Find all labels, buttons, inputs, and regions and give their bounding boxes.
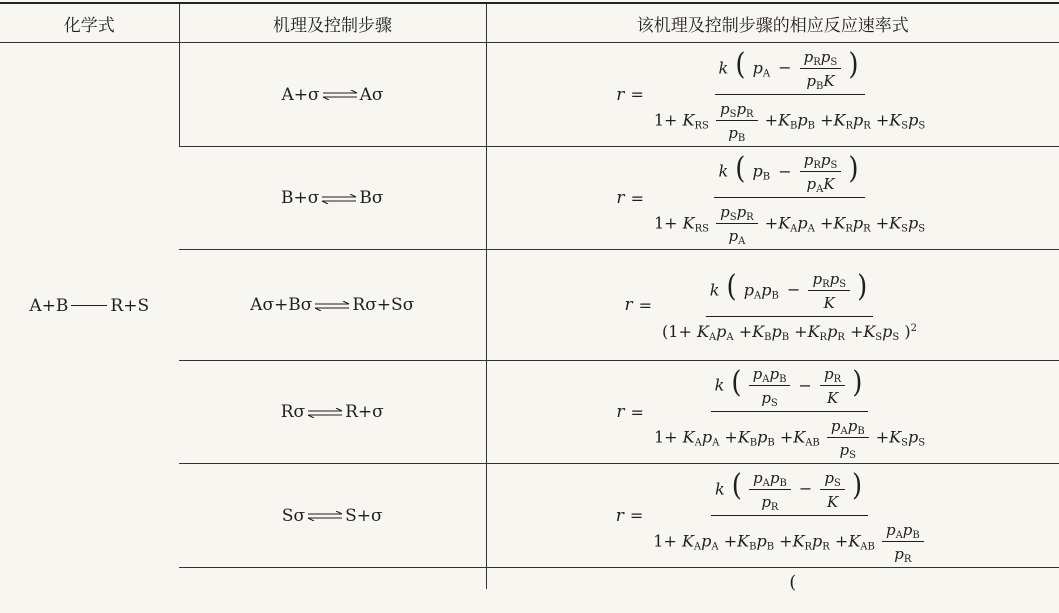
rate-formula: r = k ( $p_A$ − $\frac{p_Rp_S}{p_BK}$ ) $1+ K_{RS}$ $\frac{p_Sp_R}{p_B}$ $+K_Bp_B +K_Rp_R +K_Sp_S$ xyxy=(487,48,1059,142)
rate-formula-cell xyxy=(486,43,1059,147)
header-chemical-formula: 化学式 xyxy=(0,3,179,43)
equilibrium-arrow-icon xyxy=(321,194,357,204)
header-mechanism: 机理及控制步骤 xyxy=(179,3,486,43)
rate-fraction: k ( $\frac{p_Ap_B}{p_S}$ − $\frac{p_R}{K}$ ) $1+ K_Ap_A +K_Bp_B +K_{AB}$ $\frac{p_Ap_B}{p_S}$ $+K_Sp_S$ xyxy=(653,365,926,461)
table-row xyxy=(0,43,1059,147)
rate-formula-cell xyxy=(486,250,1059,361)
rate-formula: r = k ( $p_Ap_B$ − $\frac{p_Rp_S}{K}$ ) ($1+ K_Ap_A +K_Bp_B +K_Rp_R +K_Sp_S$ )$^2$ xyxy=(487,270,1059,341)
mechanism-step: B+σ Bσ xyxy=(281,188,384,208)
header-rate-equation: 该机理及控制步骤的相应反应速率式 xyxy=(486,3,1059,43)
rate-fraction: k ( $p_A$ − $\frac{p_Rp_S}{p_BK}$ ) $1+ K_{RS}$ $\frac{p_Sp_R}{p_B}$ $+K_Bp_B +K_Rp_R +K_Sp_S$ xyxy=(653,47,926,144)
mechanism-cell xyxy=(179,361,486,464)
mechanism-cell xyxy=(179,147,486,250)
mechanism-cell xyxy=(179,464,486,568)
rate-formula: r = k ( $\frac{p_Ap_B}{p_R}$ − $\frac{p_S}{K}$ ) $1+ K_Ap_A +K_Bp_B +K_Rp_R +K_{AB}$ $\frac{p_Ap_B}{p_R}$ xyxy=(487,469,1059,563)
equilibrium-arrow-icon xyxy=(307,511,343,521)
table-header-row xyxy=(0,3,1059,43)
rate-formula-cell xyxy=(486,361,1059,464)
rate-formula-cell xyxy=(486,568,1059,593)
mechanism-cell xyxy=(179,568,486,590)
mechanism-cell xyxy=(179,250,486,361)
rate-formula: r = k ( $p_B$ − $\frac{p_Rp_S}{p_AK}$ ) $1+ K_{RS}$ $\frac{p_Sp_R}{p_A}$ $+K_Ap_A +K_Rp_R +K_Sp_S$ xyxy=(487,151,1059,245)
overall-reaction: A+B R+S xyxy=(29,296,150,316)
mechanism-step: Rσ R+σ xyxy=(280,402,384,422)
rate-fraction: k ( $p_Ap_B$ − $\frac{p_Rp_S}{K}$ ) ($1+ K_Ap_A +K_Bp_B +K_Rp_R +K_Sp_S$ )$^2$ xyxy=(662,269,917,343)
equals-bar xyxy=(71,305,107,306)
rate-formula: r = k ( $\frac{p_Ap_B}{p_S}$ − $\frac{p_R}{K}$ ) $1+ K_Ap_A +K_Bp_B +K_{AB}$ $\frac{p_Ap_B}{p_S}$ $+K_Sp_S$ xyxy=(487,365,1059,459)
rate-fraction: k ( $p_B$ − $\frac{p_Rp_S}{p_AK}$ ) $1+ K_{RS}$ $\frac{p_Sp_R}{p_A}$ $+K_Ap_A +K_Rp_R +K_Sp_S$ xyxy=(653,151,926,247)
mechanism-step: Sσ S+σ xyxy=(281,505,383,526)
mechanism-step: A+σ Aσ xyxy=(281,84,384,105)
partial-formula: ( xyxy=(789,572,797,593)
rate-formula-cell xyxy=(486,464,1059,568)
mechanism-cell xyxy=(179,43,486,147)
equilibrium-arrow-icon xyxy=(314,301,350,311)
rate-formula-cell xyxy=(486,147,1059,250)
equilibrium-arrow-icon xyxy=(322,90,358,100)
mechanism-step: Aσ+Bσ Rσ+Sσ xyxy=(250,295,415,315)
overall-reaction-cell xyxy=(0,43,179,590)
rate-fraction: k ( $\frac{p_Ap_B}{p_R}$ − $\frac{p_S}{K}$ ) $1+ K_Ap_A +K_Bp_B +K_Rp_R +K_{AB}$ $\frac{p_Ap_B}{p_R}$ xyxy=(649,469,929,563)
rate-equation-table xyxy=(0,2,1059,593)
equilibrium-arrow-icon xyxy=(307,408,343,418)
